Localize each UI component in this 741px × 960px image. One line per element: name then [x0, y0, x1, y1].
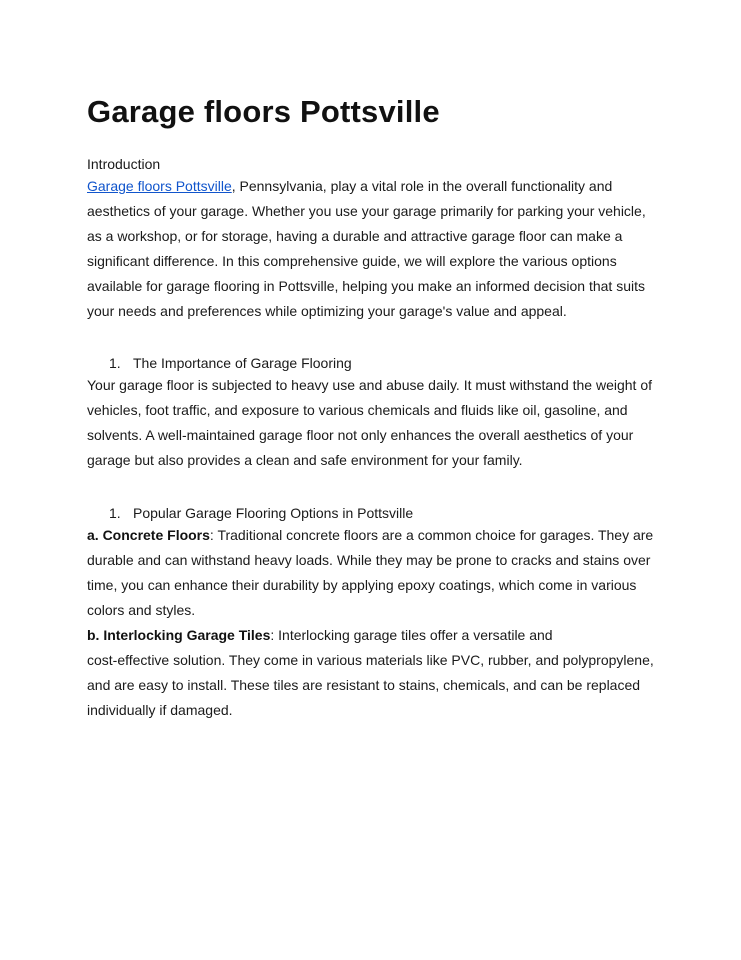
section-heading-options [87, 503, 657, 523]
section-heading-importance [87, 353, 657, 373]
page-title: Garage floors Pottsville [87, 94, 440, 129]
section-heading-text: Popular Garage Flooring Options in Pottsville [133, 505, 414, 521]
importance-paragraph: Your garage floor is subjected to heavy use and abuse daily. It must withstand the weight of vehicles, foot traffic, and exposure to various chemicals and fluids like oil, gasoline, and solvents. A well-maintained garage floor not only enhances the overall aesthetics of your garage but also provides a clean and safe environment for your family. [87, 377, 653, 468]
concrete-floors-paragraph [87, 523, 657, 623]
interlocking-tiles-label: b. Interlocking Garage Tiles [87, 627, 271, 643]
section-heading-text: The Importance of Garage Flooring [133, 355, 352, 371]
interlocking-tiles-text-line1: : Interlocking garage tiles offer a versatile and [270, 627, 553, 643]
list-number: 1. [109, 355, 121, 371]
interlocking-tiles-text: cost-effective solution. They come in various materials like PVC, rubber, and polypropylene, and are easy to install. These tiles are resistant to stains, chemicals, and can be replaced individually if damaged. [87, 652, 654, 718]
interlocking-tiles-paragraph [87, 623, 657, 723]
garage-floors-link[interactable]: Garage floors Pottsville [87, 178, 232, 194]
document-page [87, 92, 657, 723]
concrete-floors-text: : Traditional concrete floors are a common choice for garages. They are durable and can withstand heavy loads. While they may be prone to cracks and stains over time, you can enhance their durability by applying epoxy coatings, which come in various colors and styles. [87, 527, 654, 618]
intro-paragraph [87, 174, 657, 324]
list-number: 1. [109, 505, 121, 521]
intro-label: Introduction [87, 156, 161, 172]
intro-paragraph-text: , Pennsylvania, play a vital role in the overall functionality and aesthetics of your garage. Whether you use your garage primarily for parking your vehicle, as a workshop, or for storage, having a durable and attractive garage floor can make a significant difference. In this comprehensive guide, we will explore the various options available for garage flooring in Pottsville, helping you make an informed decision that suits your needs and preferences while optimizing your garage's value and appeal. [87, 178, 646, 319]
concrete-floors-label: a. Concrete Floors [87, 527, 210, 543]
